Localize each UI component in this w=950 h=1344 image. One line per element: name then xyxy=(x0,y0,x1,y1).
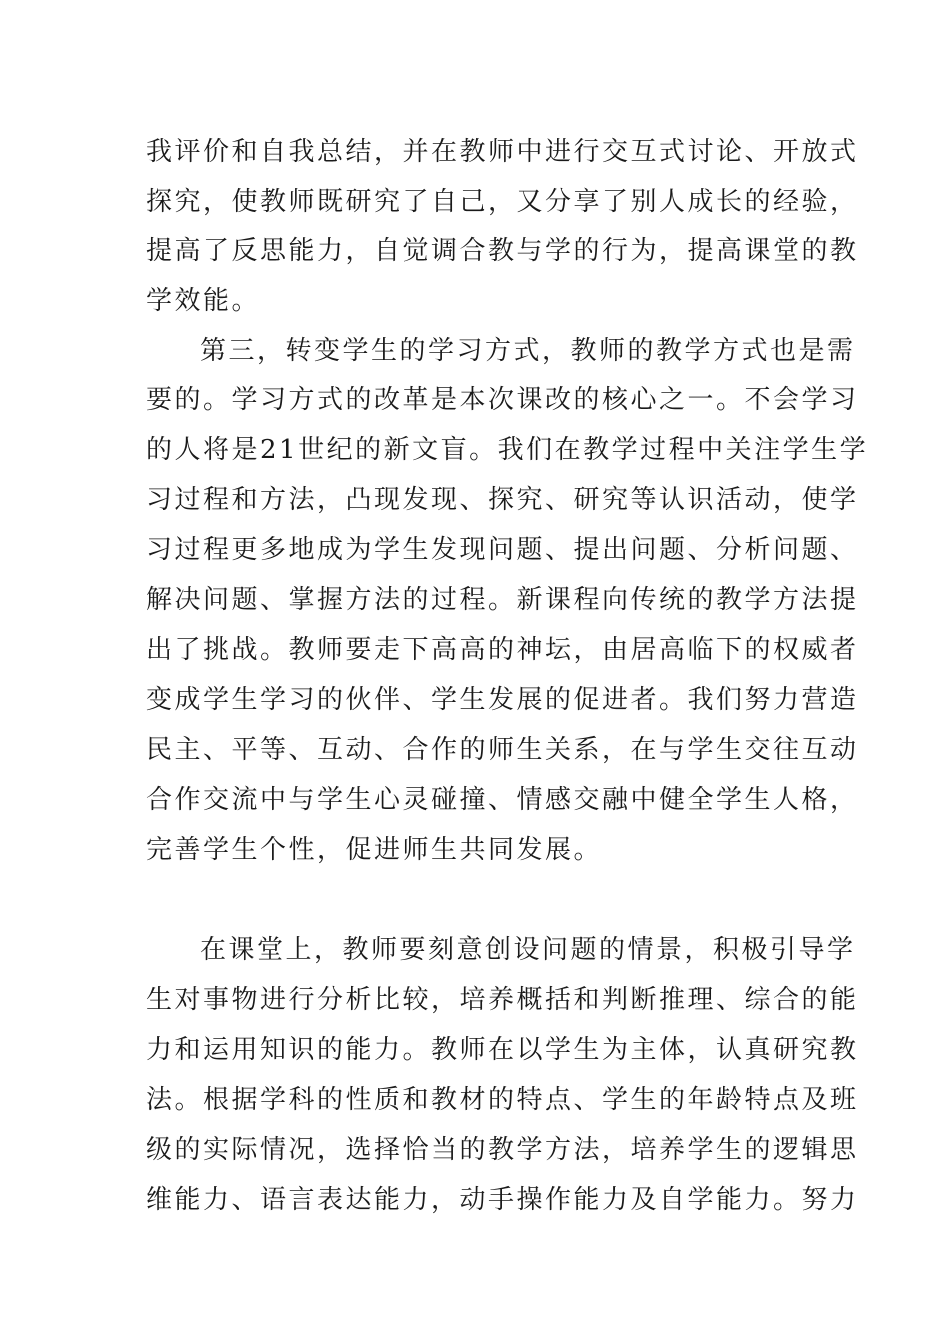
text-line: 民主、平等、互动、合作的师生关系，在与学生交往互动 xyxy=(146,735,859,765)
text-line: 的人将是21世纪的新文盲。我们在教学过程中关注学生学 xyxy=(146,435,869,465)
text-line: 习过程和方法，凸现发现、探究、研究等认识活动，使学 xyxy=(146,485,859,515)
text-line: 力和运用知识的能力。教师在以学生为主体，认真研究教 xyxy=(146,1035,859,1065)
text-line: 变成学生学习的伙伴、学生发展的促进者。我们努力营造 xyxy=(146,685,859,715)
text-line: 习过程更多地成为学生发现问题、提出问题、分析问题、 xyxy=(146,535,859,565)
paragraph-first-line: 在课堂上，教师要刻意创设问题的情景，积极引导学 xyxy=(200,935,856,965)
paragraph-first-line: 第三，转变学生的学习方式，教师的教学方式也是需 xyxy=(200,336,856,366)
text-line: 要的。学习方式的改革是本次课改的核心之一。不会学习 xyxy=(146,385,859,415)
text-line: 维能力、语言表达能力，动手操作能力及自学能力。努力 xyxy=(146,1185,859,1215)
text-line: 合作交流中与学生心灵碰撞、情感交融中健全学生人格， xyxy=(146,785,859,815)
text-line: 完善学生个性，促进师生共同发展。 xyxy=(146,835,603,865)
text-line: 学效能。 xyxy=(146,286,261,316)
text-line: 法。根据学科的性质和教材的特点、学生的年龄特点及班 xyxy=(146,1085,859,1115)
text-line: 探究，使教师既研究了自己，又分享了别人成长的经验， xyxy=(146,187,859,217)
text-line: 解决问题、掌握方法的过程。新课程向传统的教学方法提 xyxy=(146,585,859,615)
text-line: 生对事物进行分析比较，培养概括和判断推理、综合的能 xyxy=(146,985,859,1015)
text-line: 提高了反思能力，自觉调合教与学的行为，提高课堂的教 xyxy=(146,236,859,266)
text-line: 出了挑战。教师要走下高高的神坛，由居高临下的权威者 xyxy=(146,635,859,665)
text-line: 我评价和自我总结，并在教师中进行交互式讨论、开放式 xyxy=(146,137,859,167)
text-line: 级的实际情况，选择恰当的教学方法，培养学生的逻辑思 xyxy=(146,1135,859,1165)
